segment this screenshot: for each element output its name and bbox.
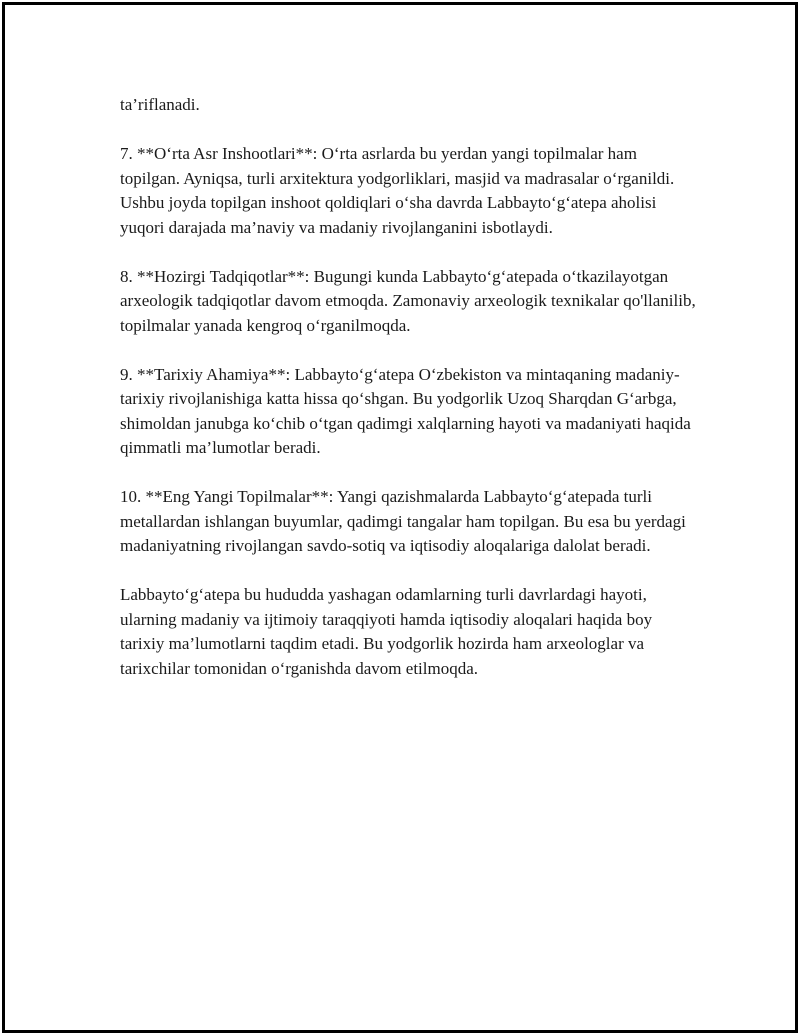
paragraph-continuation: ta’riflanadi. (120, 95, 200, 114)
page-frame (2, 2, 798, 1033)
paragraph-item-10: 10. **Eng Yangi Topilmalar**: Yangi qazishmalarda Labbayto‘g‘atepada turli metallardan ishlangan buyumlar, qadimgi tangalar ham topilgan. Bu esa bu yerdagi madaniyatning rivojlangan savdo-sotiq va iqtisodiy aloqalariga dalolat beradi. (120, 487, 686, 555)
paragraph-conclusion: Labbayto‘g‘atepa bu hududda yashagan odamlarning turli davrlardagi hayoti, ularning madaniy va ijtimoiy taraqqiyoti hamda iqtisodiy aloqalari haqida boy tarixiy ma’lumotlarni taqdim etadi. Bu yodgorlik hozirda ham arxeologlar va tarixchilar tomonidan o‘rganishda davom etilmoqda. (120, 585, 653, 678)
paragraph-item-9: 9. **Tarixiy Ahamiya**: Labbayto‘g‘atepa O‘zbekiston va mintaqaning madaniy-tarixiy rivojlanishiga katta hissa qo‘shgan. Bu yodgorlik Uzoq Sharqdan G‘arbga, shimoldan janubga ko‘chib o‘tgan qadimgi xalqlarning hayoti va madaniyati haqida qimmatli ma’lumotlar beradi. (120, 364, 691, 457)
paragraph-item-8: 8. **Hozirgi Tadqiqotlar**: Bugungi kunda Labbayto‘g‘atepada o‘tkazilayotgan arxeologik tadqiqotlar davom etmoqda. Zamonaviy arxeologik texnikalar qo'llanilib, topilmalar yanada kengroq o‘rganilmoqda. (120, 266, 696, 335)
document-body (120, 93, 700, 706)
paragraph-item-7: 7. **O‘rta Asr Inshootlari**: O‘rta asrlarda bu yerdan yangi topilmalar ham topilgan. Ayniqsa, turli arxitektura yodgorliklari, masjid va madrasalar o‘rganildi. Ushbu joyda topilgan inshoot qoldiqlari o‘sha davrda Labbayto‘g‘atepa aholisi yuqori darajada ma’naviy va madaniy rivojlanganini isbotlaydi. (120, 144, 675, 237)
